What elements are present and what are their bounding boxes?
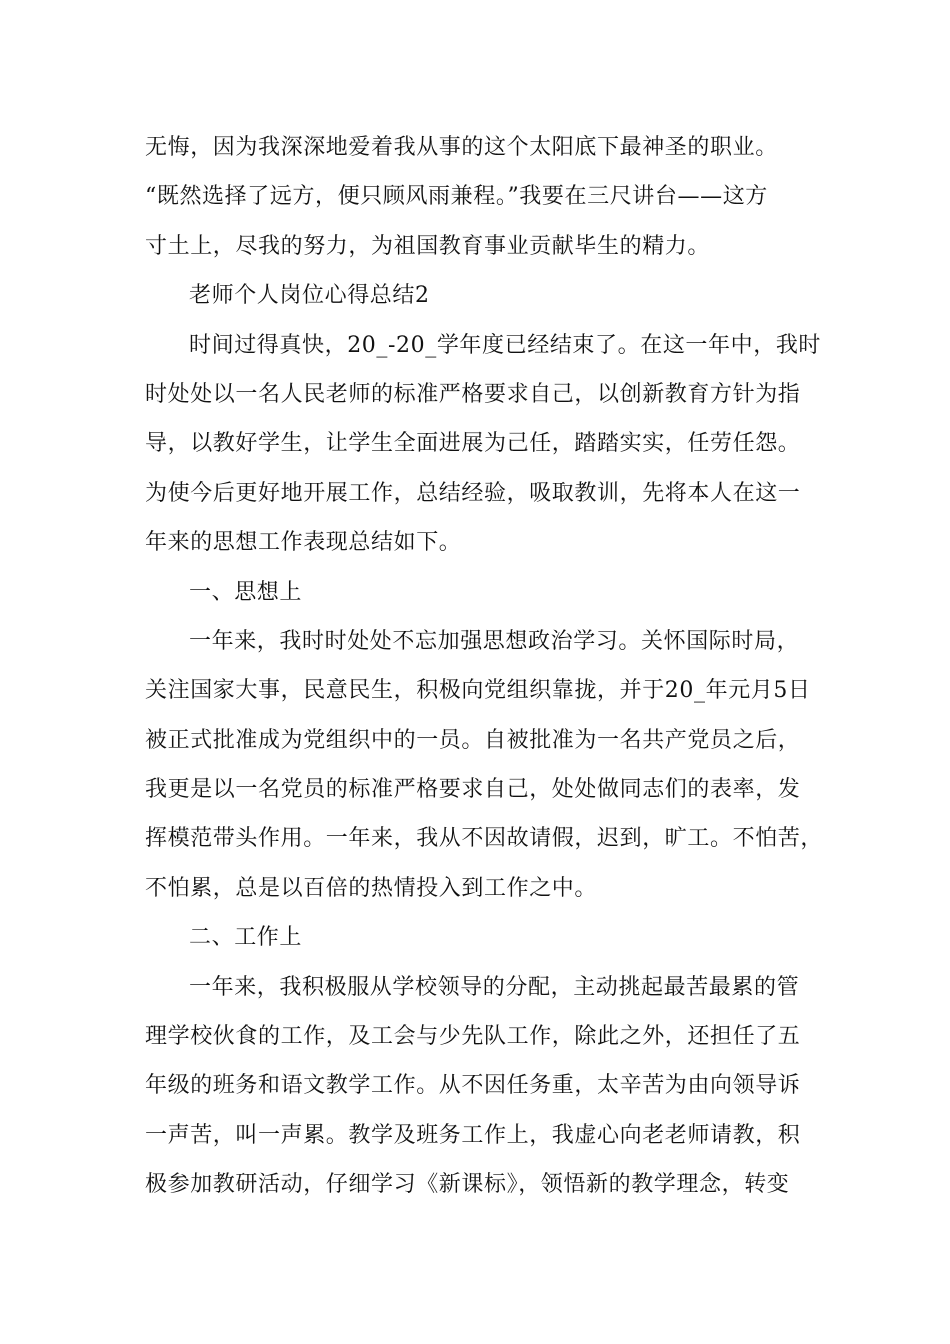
text-line: 年级的班务和语文教学工作。从不因任务重，太辛苦为由向领导诉 [145, 1073, 801, 1099]
paragraph-intro [145, 326, 825, 573]
heading-text: 二、工作上 [189, 925, 303, 951]
text-line: 一年来，我时时处处不忘加强思想政治学习。关怀国际时局， [189, 628, 800, 654]
section-title [145, 276, 825, 325]
text-line: 导，以教好学生，让学生全面进展为己任，踏踏实实，任劳任怨。 [145, 431, 801, 457]
text-line: 理学校伙食的工作，及工会与少先队工作，除此之外，还担任了五 [145, 1024, 801, 1050]
text-line: 一年来，我积极服从学校领导的分配，主动挑起最苦最累的管 [189, 974, 800, 1000]
text-line: 一声苦，叫一声累。教学及班务工作上，我虚心向老老师请教，积 [145, 1122, 801, 1148]
text-line: 不怕累，总是以百倍的热情投入到工作之中。 [145, 875, 598, 901]
text-line: 关注国家大事，民意民生，积极向党组织靠拢，并于20_年元月5日 [145, 678, 811, 704]
text-line: 时间过得真快，20_-20_学年度已经结束了。在这一年中，我时 [189, 332, 822, 358]
heading-ideology [145, 573, 825, 622]
paragraph-work [145, 968, 825, 1215]
paragraph-continuation [145, 128, 825, 276]
text-line: 无悔，因为我深深地爱着我从事的这个太阳底下最神圣的职业。 [145, 135, 778, 160]
text-line: 我更是以一名党员的标准严格要求自己，处处做同志们的表率，发 [145, 777, 801, 803]
text-line: 极参加教研活动，仔细学习《新课标》，领悟新的教学理念，转变 [145, 1172, 790, 1198]
document-body [145, 128, 825, 1215]
paragraph-ideology [145, 622, 825, 918]
text-line: 寸土上，尽我的努力，为祖国教育事业贡献毕生的精力。 [145, 233, 711, 259]
text-line: “既然选择了远方，便只顾风雨兼程。”我要在三尺讲台——这方 [145, 184, 768, 210]
text-line: 挥模范带头作用。一年来，我从不因故请假，迟到，旷工。不怕苦， [145, 826, 824, 852]
text-line: 年来的思想工作表现总结如下。 [145, 530, 462, 556]
text-line: 被正式批准成为党组织中的一员。自被批准为一名共产党员之后， [145, 727, 801, 753]
text-line: 为使今后更好地开展工作，总结经验，吸取教训，先将本人在这一 [145, 480, 801, 506]
heading-text: 一、思想上 [189, 579, 303, 605]
section-title-text: 老师个人岗位心得总结2 [189, 283, 430, 309]
heading-work [145, 918, 825, 967]
text-line: 时处处以一名人民老师的标准严格要求自己，以创新教育方针为指 [145, 381, 801, 407]
